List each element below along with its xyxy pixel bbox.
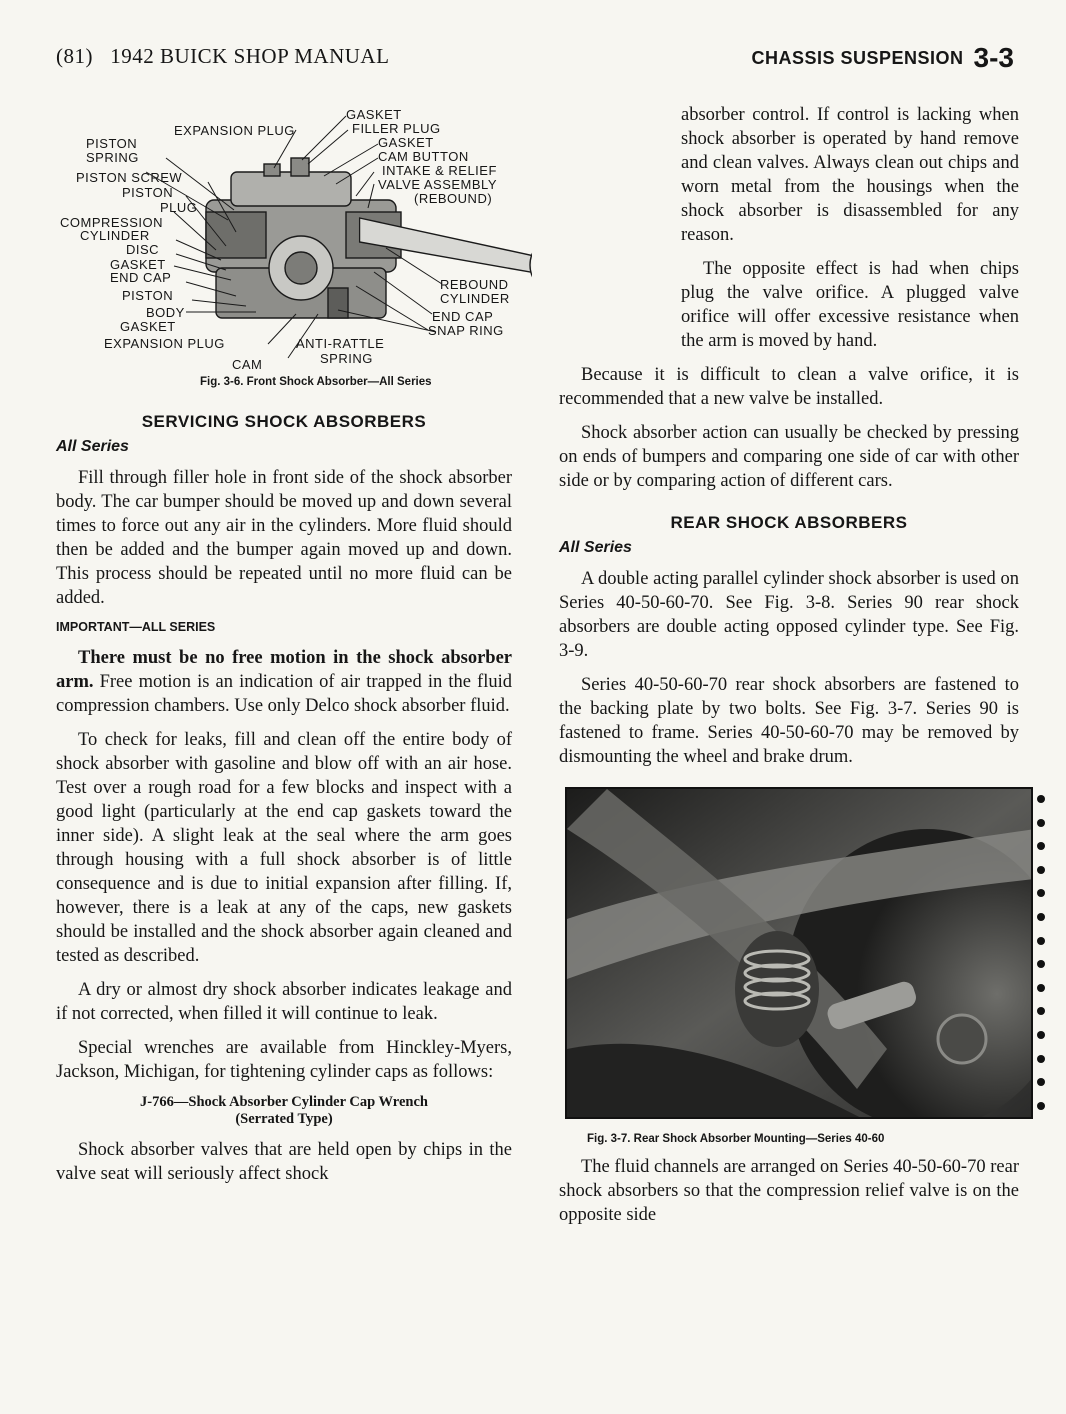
label-intake-relief-2: VALVE ASSEMBLY: [378, 177, 497, 192]
figure-3-6-diagram: [56, 100, 532, 402]
figure-3-7-caption: Fig. 3-7. Rear Shock Absorber Mounting—Series 40-60: [587, 1133, 885, 1145]
servicing-heading: SERVICING SHOCK ABSORBERS: [141, 412, 427, 431]
paragraph-valves: Shock absorber valves that are held open by chips in the valve seat will seriously affect shock: [56, 1140, 512, 1184]
label-expansion-plug: EXPANSION PLUG: [174, 123, 295, 138]
label-cam: CAM: [232, 357, 263, 372]
label-gasket-2: GASKET: [378, 135, 434, 150]
label-rebound-1: REBOUND: [440, 277, 509, 292]
all-series-subheading-1: All Series: [56, 438, 129, 455]
label-rebound-2: CYLINDER: [440, 291, 510, 306]
label-gasket-top: GASKET: [346, 107, 402, 122]
label-intake-relief-1: INTAKE & RELIEF: [382, 163, 497, 178]
rear-shock-photo: [565, 787, 1033, 1119]
left-column: [56, 100, 512, 1196]
label-cam-button: CAM BUTTON: [378, 149, 469, 164]
binding-dots: [1037, 795, 1047, 1125]
rear-heading: REAR SHOCK ABSORBERS: [670, 513, 908, 532]
label-piston-screw: PISTON SCREW: [76, 170, 183, 185]
paragraph-fluid-channels: The fluid channels are arranged on Series 40-50-60-70 rear shock absorbers so that the compression relief valve is on the opposite side: [559, 1157, 1019, 1225]
free-motion-bold: There must be no free motion in the shock absorber arm.: [56, 648, 512, 692]
paragraph-free-motion: [56, 646, 512, 718]
page-header: [56, 36, 1014, 76]
paragraph-dry: A dry or almost dry shock absorber indicates leakage and if not corrected, when filled it will continue to leak.: [56, 980, 512, 1024]
running-title: (81) 1942 BUICK SHOP MANUAL: [56, 44, 390, 68]
figure-3-7: [565, 787, 1033, 1119]
paragraph-action: Shock absorber action can usually be checked by pressing on ends of bumpers and comparing one side of car with other side or by comparing action of different cars.: [559, 423, 1019, 491]
paragraph-fastened: Series 40-50-60-70 rear shock absorbers are fastened to the backing plate by two bolts. See Fig. 3-7. Series 90 is fastened to frame. Series 40-50-60-70 may be removed by dismounting the wheel and brake drum.: [559, 675, 1019, 767]
paragraph-fill: Fill through filler hole in front side of the shock absorber body. The car bumper should be moved up and down several times to force out any air in the cylinders. More fluid should then be added and the bumper again moved up and down. This process should be repeated until no more fluid can be added.: [56, 468, 512, 608]
figure-3-6-caption: Fig. 3-6. Front Shock Absorber—All Series: [200, 376, 432, 388]
label-end-cap-2: END CAP: [432, 309, 494, 324]
rear-shock-photo-art: [567, 789, 1033, 1119]
label-expansion-plug-2: EXPANSION PLUG: [104, 336, 225, 351]
label-anti-rattle-1: ANTI-RATTLE: [296, 336, 385, 351]
tool-callout: [56, 1094, 512, 1128]
label-snap-ring: SNAP RING: [428, 323, 504, 338]
label-plug: PLUG: [160, 200, 198, 215]
important-heading: IMPORTANT—ALL SERIES: [56, 620, 216, 634]
label-piston-spring-1: PISTON: [86, 136, 138, 151]
label-piston-2: PISTON: [122, 288, 174, 303]
label-piston-spring-2: SPRING: [86, 150, 139, 165]
label-piston: PISTON: [122, 185, 174, 200]
paragraph-control: absorber control. If control is lacking when shock absorber is operated by hand remove and clean valves. Always clean out chips and worn metal from the housings when the shock absorber is disassembled for any reason.: [681, 105, 1019, 245]
section-header: [751, 42, 1014, 74]
section-title: CHASSIS SUSPENSION: [751, 48, 964, 68]
paragraph-new-valve: Because it is difficult to clean a valve orifice, it is recommended that a new valve be installed.: [559, 365, 1019, 409]
page-number: 3-3: [973, 42, 1014, 73]
free-motion-rest: Free motion is an indication of air trapped in the fluid compression chambers. Use only Delco shock absorber fluid.: [56, 672, 512, 716]
paragraph-double-acting: A double acting parallel cylinder shock absorber is used on Series 40-50-60-70. See Fig. 3-8. Series 90 rear shock absorbers are double acting opposed cylinder type. See Fig. 3-9.: [559, 569, 1019, 661]
label-disc: DISC: [126, 242, 160, 257]
all-series-subheading-2: All Series: [559, 539, 632, 556]
label-gasket-4: GASKET: [120, 319, 176, 334]
right-column: [559, 103, 1019, 1237]
paragraph-wrenches: Special wrenches are available from Hinckley-Myers, Jackson, Michigan, for tightening cylinder caps as follows:: [56, 1038, 512, 1082]
label-end-cap: END CAP: [110, 270, 172, 285]
paragraph-leaks: To check for leaks, fill and clean off the entire body of shock absorber with gasoline and blow off with an air hose. Test over a rough road for a few blocks and inspect with a good light (particularly at the end cap gaskets toward the inner side). A slight leak at the seal where the arm goes through housing with a full shock absorber is of little consequence and is due to initial expansion after filling. If, however, there is a leak at any of the caps, new gaskets should be installed and the shock absorber again cleaned and tested as described.: [56, 730, 512, 966]
tool-line-2: (Serrated Type): [235, 1111, 333, 1127]
label-body: BODY: [146, 305, 185, 320]
label-filler-plug: FILLER PLUG: [352, 121, 441, 136]
label-intake-relief-3: (REBOUND): [414, 191, 493, 206]
paragraph-opposite: The opposite effect is had when chips plug the valve orifice. A plugged valve orifice will offer excessive resistance when the arm is moved by hand.: [681, 259, 1019, 351]
label-anti-rattle-2: SPRING: [320, 351, 373, 366]
label-compression-2: CYLINDER: [80, 228, 150, 243]
label-compression-1: COMPRESSION: [60, 215, 164, 230]
tool-line-1: J-766—Shock Absorber Cylinder Cap Wrench: [140, 1094, 428, 1110]
label-gasket-3: GASKET: [110, 257, 166, 272]
